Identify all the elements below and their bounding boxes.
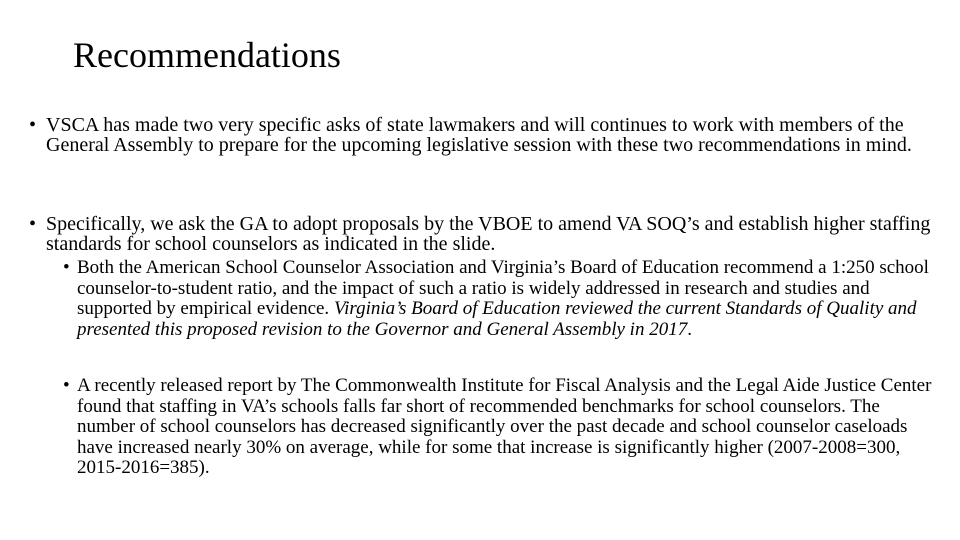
bullet-marker: • (29, 114, 37, 136)
bullet-specific-ask (29, 213, 936, 255)
bullet-marker: • (29, 213, 37, 235)
sub-bullet-marker: • (63, 257, 70, 278)
bullet-vsca-asks (29, 114, 936, 156)
slide-title: Recommendations (73, 35, 341, 75)
bullet-text: Specifically, we ask the GA to adopt proposals by the VBOE to amend VA SOQ’s and establish higher staffing standards for school counselors as indicated in the slide. (46, 213, 931, 255)
sub-bullet-text: A recently released report by The Commonwealth Institute for Fiscal Analysis and the Legal Aide Justice Center found that staffing in VA’s schools falls far short of recommended benchmarks for school counselors. The number of school counselors has decreased significantly over the past decade and school counselor caseloads have increased nearly 30% on average, while for some that increase is significantly higher (2007-2008=300, 2015-2016=385). (77, 375, 932, 478)
sub-bullet-trailing: . (687, 318, 692, 340)
sub-bullet-text: Both the American School Counselor Association and Virginia’s Board of Education recommend a 1:250 school counselor-to-student ratio, and the impact of such a ratio is widely addressed in research and studies and supported by empirical evidence. (77, 257, 929, 319)
bullet-text: VSCA has made two very specific asks of state lawmakers and will continues to work with members of the General Assembly to prepare for the upcoming legislative session with these two recommendations in mind. (46, 114, 912, 156)
sub-bullet-ratio-recommendation (63, 257, 937, 340)
sub-bullet-marker: • (63, 375, 70, 396)
sub-bullet-report-findings (63, 375, 937, 479)
sub-bullet-italic-text: Virginia’s Board of Education reviewed the current Standards of Quality and presented this proposed revision to the Governor and General Assembly in 2017 (77, 298, 917, 340)
